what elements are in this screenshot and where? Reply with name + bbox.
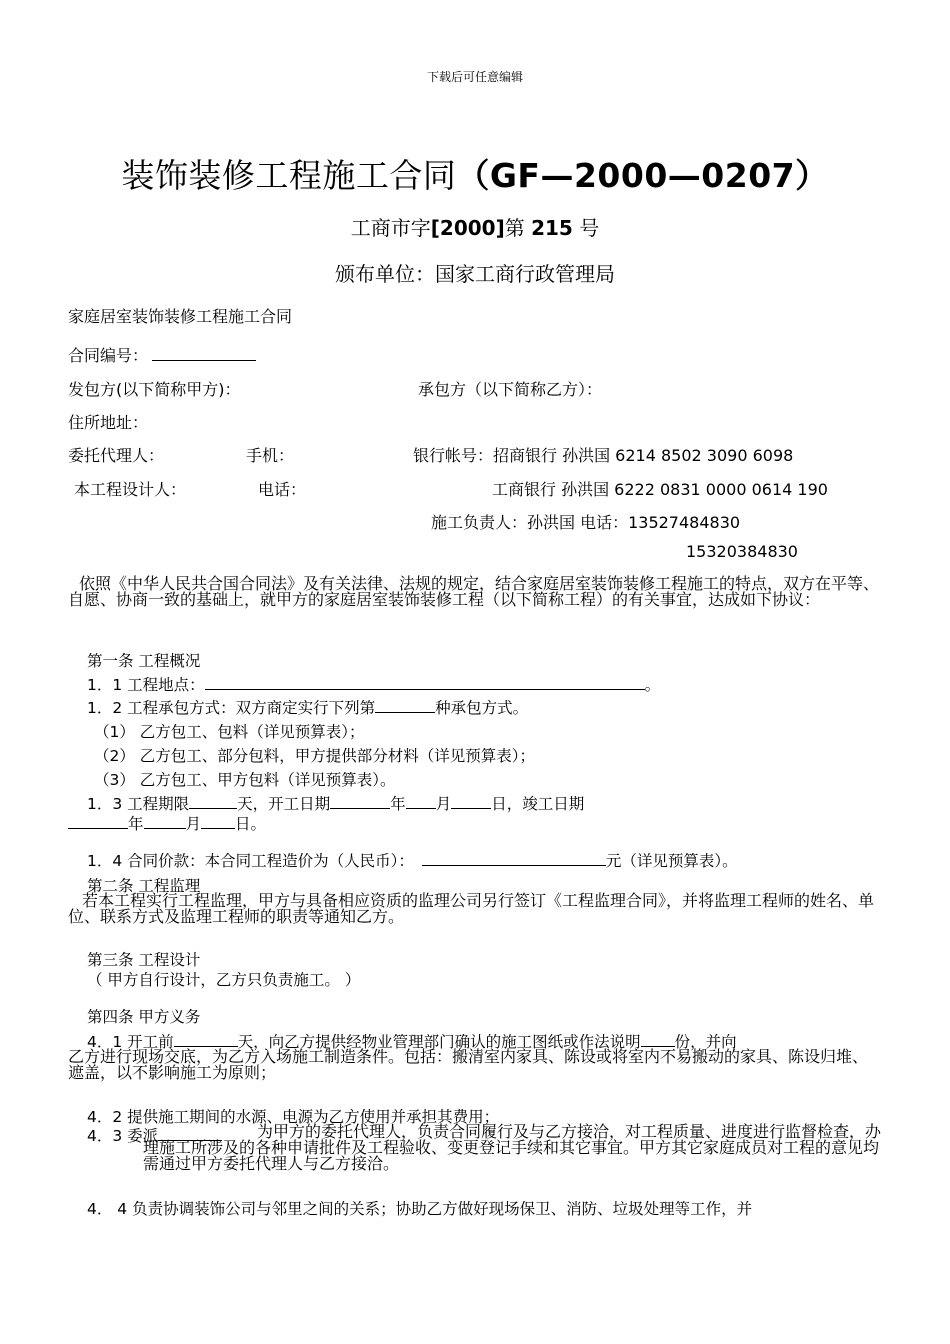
document-title bbox=[0, 150, 950, 197]
option-1: （1） 乙方包工、包料（详见预算表）； bbox=[94, 723, 365, 741]
article-4-heading: 第四条 甲方义务 bbox=[87, 1008, 201, 1026]
address-label: 住所地址： bbox=[68, 413, 149, 432]
copies-blank[interactable] bbox=[641, 1030, 675, 1047]
clause-1-3-year2: 年 bbox=[128, 815, 144, 833]
clause-1-3-month2: 月 bbox=[185, 815, 202, 833]
bank-account-line-2: 工商银行 孙洪国 6222 0831 0000 0614 190 bbox=[492, 480, 828, 499]
start-year-blank[interactable] bbox=[330, 792, 390, 809]
option-2: （2） 乙方包工、部分包料，甲方提供部分材料（详见预算表）； bbox=[94, 747, 536, 765]
clause-1-1-end: 。 bbox=[644, 676, 661, 694]
days-before-blank[interactable] bbox=[174, 1030, 238, 1047]
agent-label: 委托代理人： bbox=[68, 446, 165, 465]
contract-price-blank[interactable] bbox=[422, 849, 606, 866]
download-note: 下载后可任意编辑 bbox=[426, 70, 523, 84]
clause-1-3-label: 1．3 工程期限 bbox=[87, 795, 190, 813]
article-3-heading: 第三条 工程设计 bbox=[87, 951, 201, 969]
construction-manager-line: 施工负责人：孙洪国 电话：13527484830 bbox=[431, 513, 741, 532]
option-3: （3） 乙方包工、甲方包料（详见预算表）。 bbox=[94, 771, 396, 789]
designer-label: 本工程设计人： bbox=[74, 480, 187, 499]
article-2-body: 若本工程实行工程监理，甲方与具备相应资质的监理公司另行签订《工程监理合同》，并将监理工程师的姓名、单位、联系方式及监理工程师的职责等通知乙方。 bbox=[68, 891, 875, 926]
clause-4-4: 4． 4 负责协调装饰公司与邻里之间的关系；协助乙方做好现场保卫、消防、垃圾处理等工作，并 bbox=[87, 1200, 753, 1218]
clause-1-1 bbox=[87, 673, 660, 695]
clause-1-4-label: 1．4 合同价款：本合同工程造价为（人民币）： bbox=[87, 852, 414, 870]
duration-days-blank[interactable] bbox=[189, 792, 237, 809]
start-day-blank[interactable] bbox=[451, 792, 491, 809]
subtitle-year: [2000] bbox=[430, 216, 505, 240]
clause-4-1-cont: 乙方进行现场交底，为乙方入场施工制造条件。包括：搬清室内家具、陈设或将室内不易搬动的家具、陈设归堆、遮盖，以不影响施工为原则； bbox=[68, 1047, 869, 1082]
bank-account-line: 银行帐号：招商银行 孙洪国 6214 8502 3090 6098 bbox=[413, 446, 794, 465]
preamble-paragraph: 依照《中华人民共合国合同法》及有关法律、法规的规定，结合家庭居室装饰装修工程施工的特点，双方在平等、自愿、协商一致的基础上，就甲方的家庭居室装饰装修工程（以下简称工程）的有关事宜，达成如下协议： bbox=[68, 574, 880, 609]
clause-1-2-end: 种承包方式。 bbox=[435, 699, 529, 717]
subtitle-suffix: 号 bbox=[572, 216, 600, 240]
clause-1-3-day2: 日。 bbox=[235, 815, 267, 833]
end-year-blank[interactable] bbox=[68, 812, 128, 829]
mobile-label: 手机： bbox=[246, 446, 295, 465]
start-month-blank[interactable] bbox=[406, 792, 436, 809]
subtitle-prefix: 工商市字 bbox=[350, 216, 431, 240]
clause-4-3-label: 4．3 委派 bbox=[87, 1127, 159, 1145]
clause-4-1-mid: 天，向乙方提供经物业管理部门确认的施工图纸或作法说明 bbox=[237, 1033, 641, 1051]
site-address-blank[interactable] bbox=[205, 673, 645, 690]
clause-1-3 bbox=[87, 792, 584, 814]
clause-4-3-body: 为甲方的委托代理人，负责合同履行及与乙方接洽，对工程质量、进度进行监督检查，办理施工所涉及的各种申请批件及工程验收、变更登记手续和其它事宜。甲方其它家庭成员对工程的意见均需通过甲方委托代理人与乙方接洽。 bbox=[143, 1122, 882, 1173]
article-2-heading: 第二条 工程监理 bbox=[87, 877, 201, 895]
clause-1-3-month: 月 bbox=[435, 795, 452, 813]
contract-name: 家庭居室装饰装修工程施工合同 bbox=[68, 307, 293, 326]
contract-number-label: 合同编号： bbox=[68, 346, 149, 365]
subtitle-mid: 第 bbox=[504, 216, 532, 240]
clause-1-4-end: 元（详见预算表）。 bbox=[605, 852, 738, 870]
end-day-blank[interactable] bbox=[201, 812, 235, 829]
clause-1-2 bbox=[87, 696, 528, 718]
clause-4-1-end: 份，并向 bbox=[674, 1033, 737, 1051]
phone-label: 电话： bbox=[258, 480, 307, 499]
party-a-label: 发包方(以下简称甲方)： bbox=[68, 380, 241, 399]
clause-1-3-cont bbox=[68, 812, 266, 834]
clause-4-2: 4．2 提供施工期间的水源、电源为乙方使用并承担其费用； bbox=[87, 1108, 500, 1126]
party-b-label: 承包方（以下简称乙方）： bbox=[418, 380, 603, 399]
contract-number-blank[interactable] bbox=[152, 344, 256, 361]
article-3-body: （ 甲方自行设计，乙方只负责施工。 ） bbox=[87, 971, 361, 989]
title-chinese: 装饰装修工程施工合同 bbox=[121, 156, 457, 195]
document-number bbox=[0, 212, 950, 241]
manager-phone-2: 15320384830 bbox=[686, 542, 798, 561]
contract-number-field bbox=[68, 343, 256, 366]
clause-1-3-start: 天，开工日期 bbox=[237, 795, 331, 813]
end-month-blank[interactable] bbox=[144, 812, 186, 829]
clause-1-3-year: 年 bbox=[390, 795, 406, 813]
issuing-authority: 颁布单位：国家工商行政管理局 bbox=[335, 262, 615, 286]
title-code: （GF—2000—0207） bbox=[456, 156, 829, 195]
clause-4-1-label: 4．1 开工前 bbox=[87, 1033, 174, 1051]
subtitle-number: 215 bbox=[531, 216, 573, 240]
clause-1-1-label: 1．1 工程地点： bbox=[87, 676, 205, 694]
clause-1-3-end-label: 日，竣工日期 bbox=[491, 795, 585, 813]
article-1-heading: 第一条 工程概况 bbox=[87, 652, 201, 670]
clause-1-4 bbox=[87, 849, 738, 871]
clause-1-2-label: 1．2 工程承包方式：双方商定实行下列第 bbox=[87, 699, 376, 717]
contract-mode-blank[interactable] bbox=[375, 696, 435, 713]
